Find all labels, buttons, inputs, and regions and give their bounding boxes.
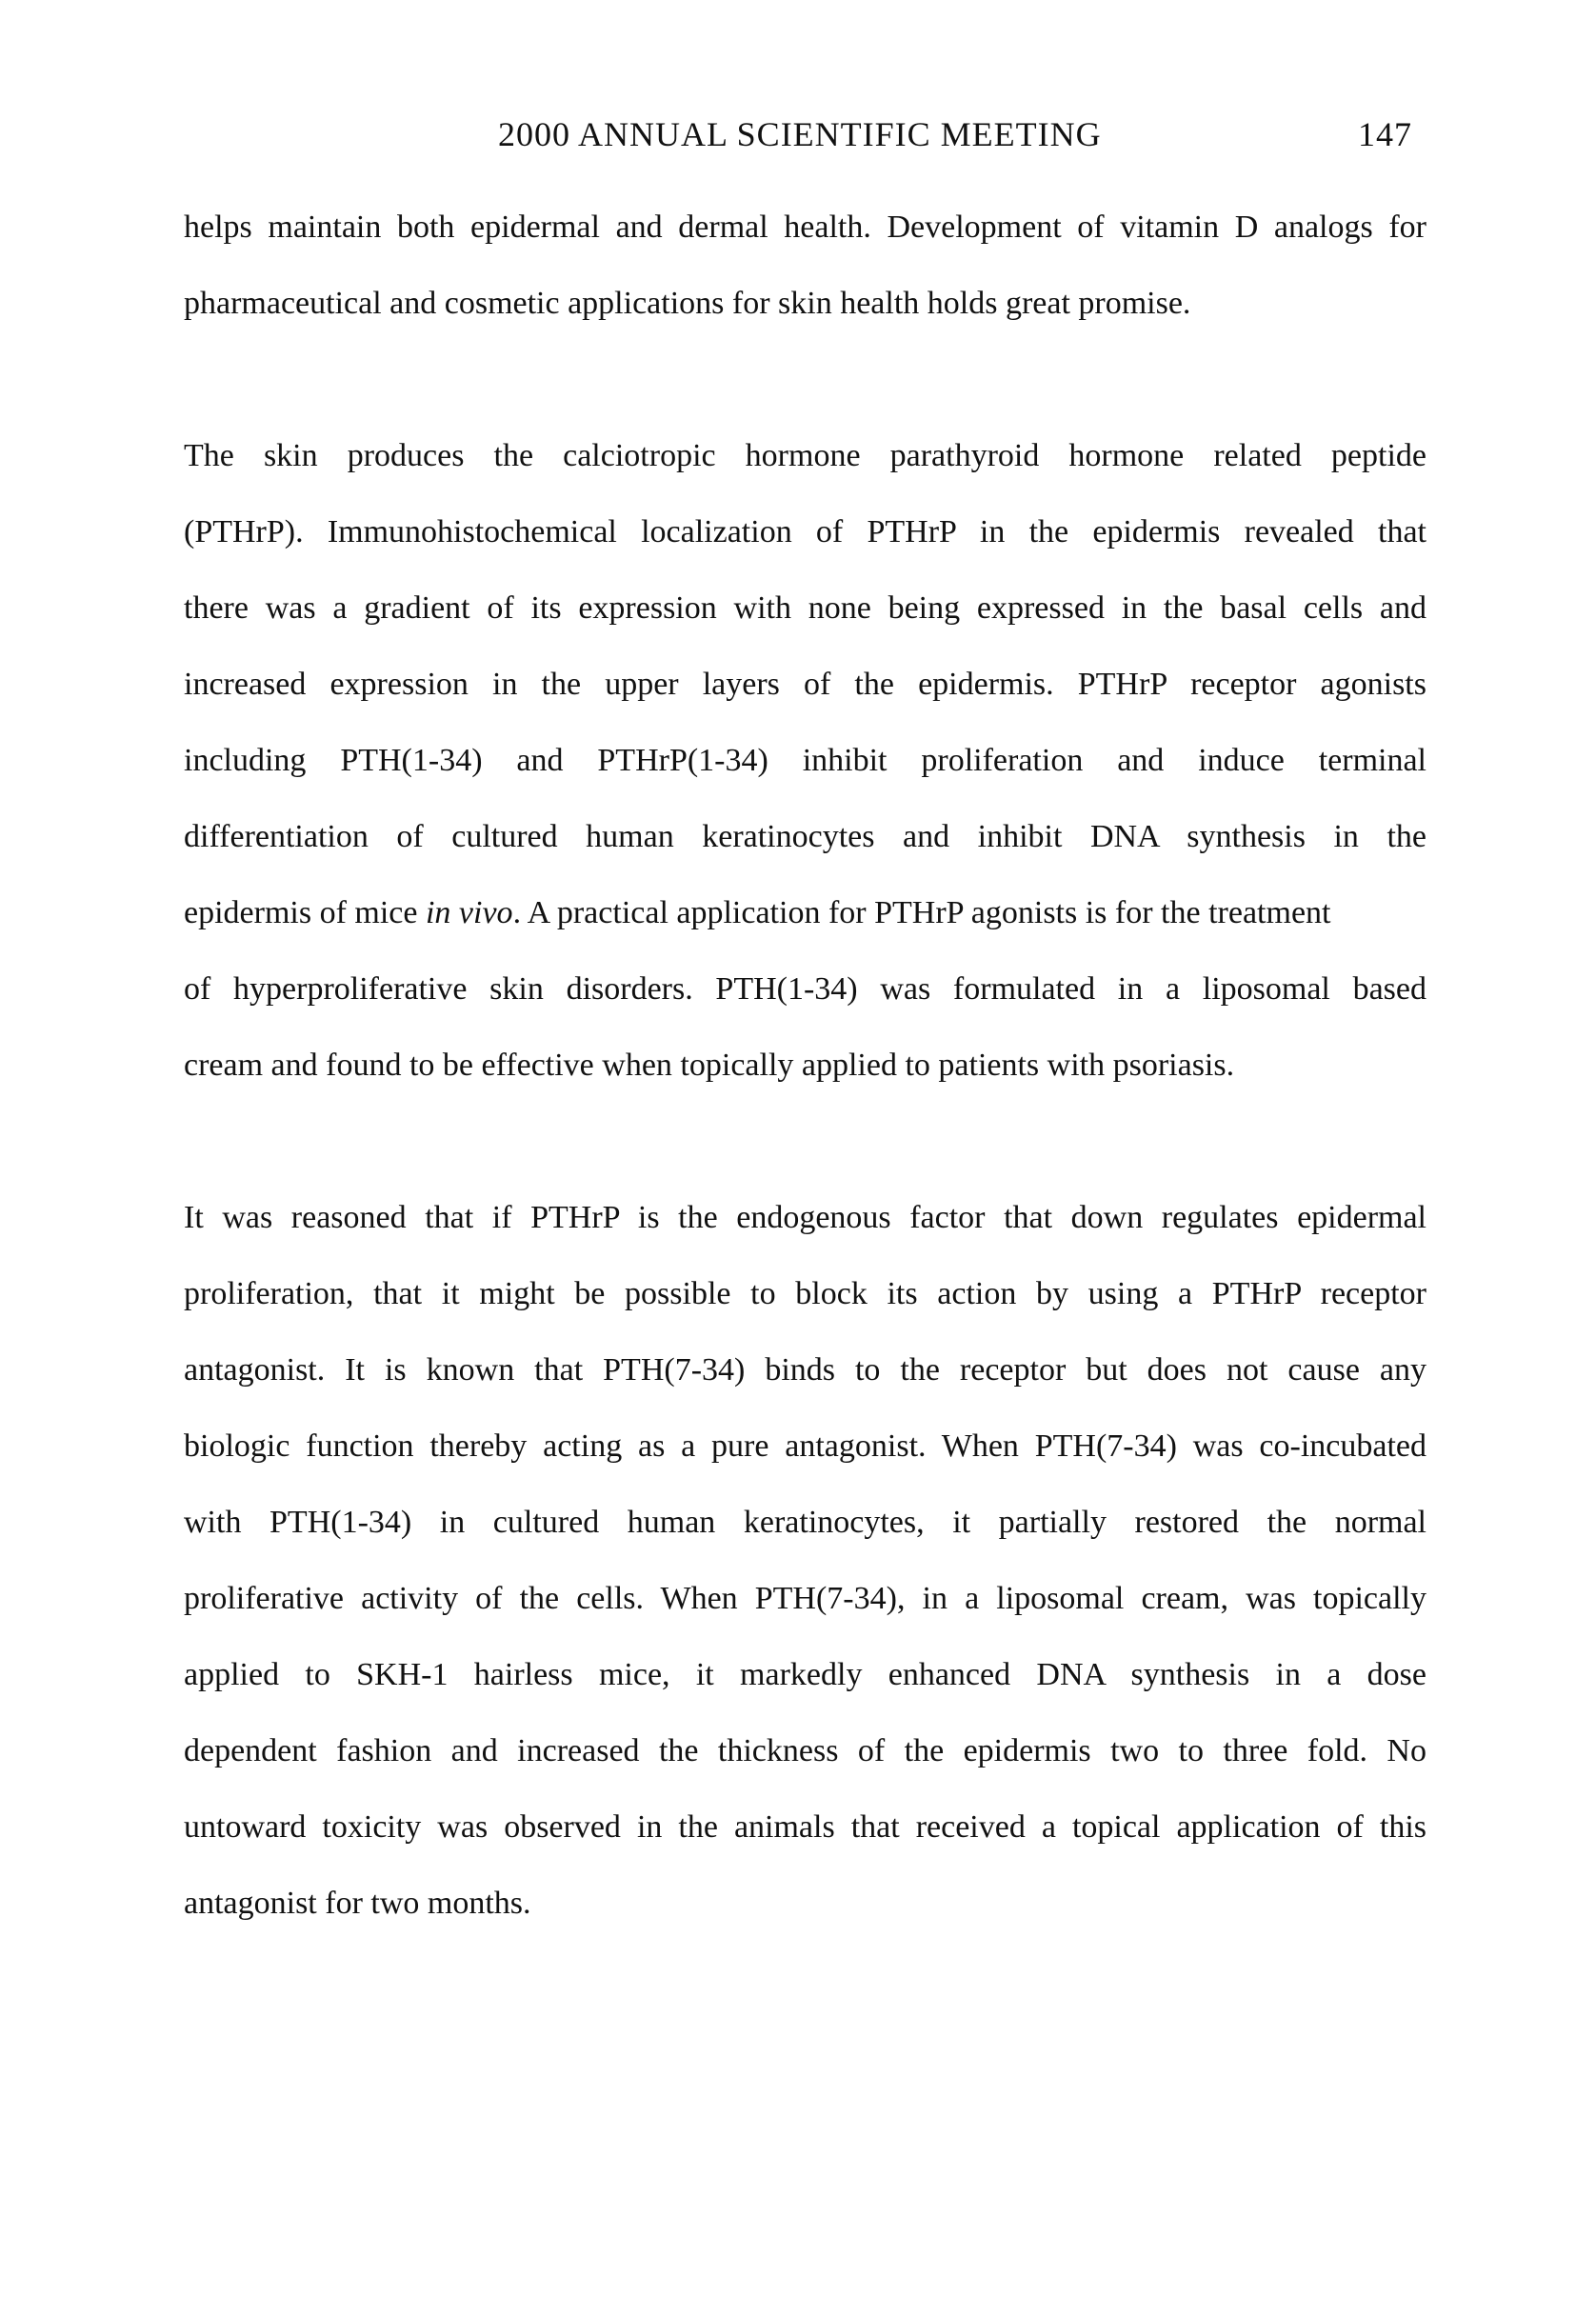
body-text	[184, 206, 1426, 1958]
text-line: untoward toxicity was observed in the animals that received a topical application of this	[184, 1809, 1426, 1845]
text-line: of hyperproliferative skin disorders. PTH(1-34) was formulated in a liposomal based	[184, 971, 1426, 1007]
text-line: proliferation, that it might be possible to block its action by using a PTHrP receptor	[184, 1276, 1426, 1311]
text-run: . A practical application for PTHrP agonists is for the treatment	[512, 895, 1331, 930]
paragraph-gap	[184, 1120, 1426, 1196]
text-line: helps maintain both epidermal and dermal health. Development of vitamin D analogs for	[184, 210, 1426, 245]
text-line: dependent fashion and increased the thickness of the epidermis two to three fold. No	[184, 1733, 1426, 1768]
text-line: there was a gradient of its expression with none being expressed in the basal cells and	[184, 590, 1426, 626]
page-number: 147	[1358, 115, 1412, 153]
paragraph-1	[184, 206, 1426, 358]
text-line: (PTHrP). Immunohistochemical localization of PTHrP in the epidermis revealed that	[184, 514, 1426, 549]
text-line: with PTH(1-34) in cultured human keratinocytes, it partially restored the normal	[184, 1505, 1426, 1540]
text-line: proliferative activity of the cells. When PTH(7-34), in a liposomal cream, was topically	[184, 1581, 1426, 1616]
text-line: antagonist for two months.	[184, 1886, 531, 1921]
paragraph-3	[184, 1196, 1426, 1958]
text-line-with-italic	[184, 891, 1426, 968]
paragraph-2	[184, 434, 1426, 1120]
text-line: cream and found to be effective when topically applied to patients with psoriasis.	[184, 1048, 1235, 1083]
text-line: increased expression in the upper layers of the epidermis. PTHrP receptor agonists	[184, 667, 1426, 702]
text-line: pharmaceutical and cosmetic applications for skin health holds great promise.	[184, 286, 1191, 321]
running-header-title: 2000 ANNUAL SCIENTIFIC MEETING	[498, 115, 1102, 153]
text-line: including PTH(1-34) and PTHrP(1-34) inhibit proliferation and induce terminal	[184, 743, 1426, 778]
text-line: The skin produces the calciotropic hormone parathyroid hormone related peptide	[184, 438, 1426, 473]
text-line: applied to SKH-1 hairless mice, it markedly enhanced DNA synthesis in a dose	[184, 1657, 1426, 1692]
text-line: antagonist. It is known that PTH(7-34) binds to the receptor but does not cause any	[184, 1352, 1426, 1388]
running-header	[498, 112, 1412, 156]
text-line: differentiation of cultured human keratinocytes and inhibit DNA synthesis in the	[184, 819, 1426, 854]
italic-term: in vivo	[425, 895, 513, 930]
text-line: biologic function thereby acting as a pure antagonist. When PTH(7-34) was co-incubated	[184, 1428, 1426, 1464]
paragraph-gap	[184, 358, 1426, 434]
text-line: It was reasoned that if PTHrP is the endogenous factor that down regulates epidermal	[184, 1200, 1426, 1235]
text-run: epidermis of mice	[184, 895, 426, 930]
